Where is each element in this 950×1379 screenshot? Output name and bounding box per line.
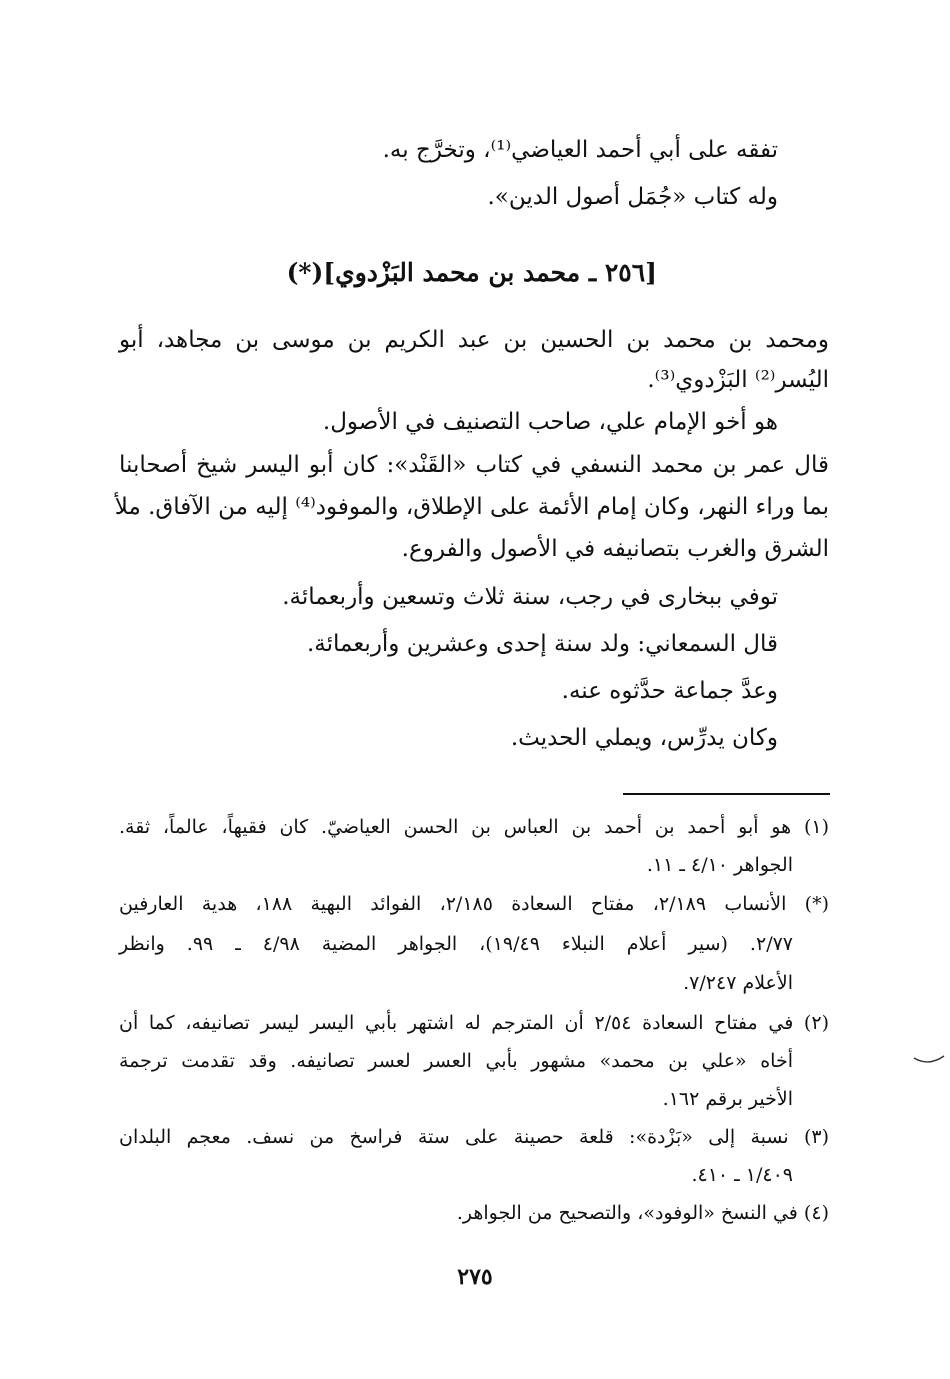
body-line: قال السمعاني: ولد سنة إحدى وعشرين وأربعمائة. — [306, 631, 778, 657]
body-line: توفي ببخارى في رجب، سنة ثلاث وتسعين وأربعمائة. — [282, 584, 778, 610]
footnote-line: الجواهر ٤/١٠ ـ ١١. — [646, 854, 793, 876]
footnote-line: (١) هو أبو أحمد بن أحمد بن العباس بن الحسن العياضيّ. كان فقيهاً، عالماً، ثقة. — [119, 816, 829, 838]
footnote-line: ١/٤٠٩ ـ ٤١٠. — [691, 1164, 793, 1186]
body-line: وله كتاب «جُمَل أصول الدين». — [487, 184, 778, 210]
body-line: قال عمر بن محمد النسفي في كتاب «القَنْد»: كان أبو اليسر شيخ أصحابنا — [119, 452, 829, 478]
footnote-line: (٢) في مفتاح السعادة ٢/٥٤ أن المترجم له اشتهر بأبي اليسر ليسر تصانيفه، كما أن — [119, 1012, 829, 1034]
footnote-line: (٣) نسبة إلى «بَزْدة»: قلعة حصينة على ستة فراسخ من نسف. معجم البلدان — [119, 1126, 829, 1148]
footnote-line: (٤) في النسخ «الوفود»، والتصحيح من الجواهر. — [456, 1202, 829, 1224]
body-line: هو أخو الإمام علي، صاحب التصنيف في الأصول. — [322, 409, 778, 435]
footnote-separator — [623, 793, 830, 795]
footnote-line: الأخير برقم ١٦٢. — [662, 1088, 793, 1110]
footnote-line: الأعلام ٧/٢٤٧. — [683, 972, 793, 994]
body-line: تفقه على أبي أحمد العياضي⁽¹⁾، وتخرَّج به. — [382, 137, 778, 163]
footnote-line: (*) الأنساب ٢/١٨٩، مفتاح السعادة ٢/١٨٥، الفوائد البهية ١٨٨، هدية العارفين — [119, 893, 830, 915]
body-line: وكان يدرِّس، ويملي الحديث. — [510, 725, 778, 751]
footnote-line: أخاه «علي بن محمد» مشهور بأبي العسر لعسر تصانيفه. وقد تقدمت ترجمة — [119, 1050, 793, 1072]
body-line: الشرق والغرب بتصانيفه في الأصول والفروع. — [401, 536, 829, 562]
footnote-line: ٢/٧٧. (سير أعلام النبلاء ١٩/٤٩)، الجواهر المضية ٤/٩٨ ـ ٩٩. وانظر — [119, 933, 794, 955]
body-line: اليُسر⁽²⁾ البَزْدوي⁽³⁾. — [647, 367, 829, 393]
body-line: بما وراء النهر، وكان إمام الأئمة على الإطلاق، والموفود⁽⁴⁾ إليه من الآفاق. ملأ — [114, 494, 829, 520]
body-line: وعدَّ جماعة حدَّثوه عنه. — [561, 678, 778, 704]
entry-heading: [٢٥٦ ـ محمد بن محمد البَزْدوي](*) — [286, 258, 657, 287]
body-line: ومحمد بن محمد بن الحسين بن عبد الكريم بن موسى بن مجاهد، أبو — [119, 327, 829, 353]
page-number: ٢٧٥ — [457, 1264, 493, 1290]
margin-mark-icon — [912, 1050, 946, 1070]
